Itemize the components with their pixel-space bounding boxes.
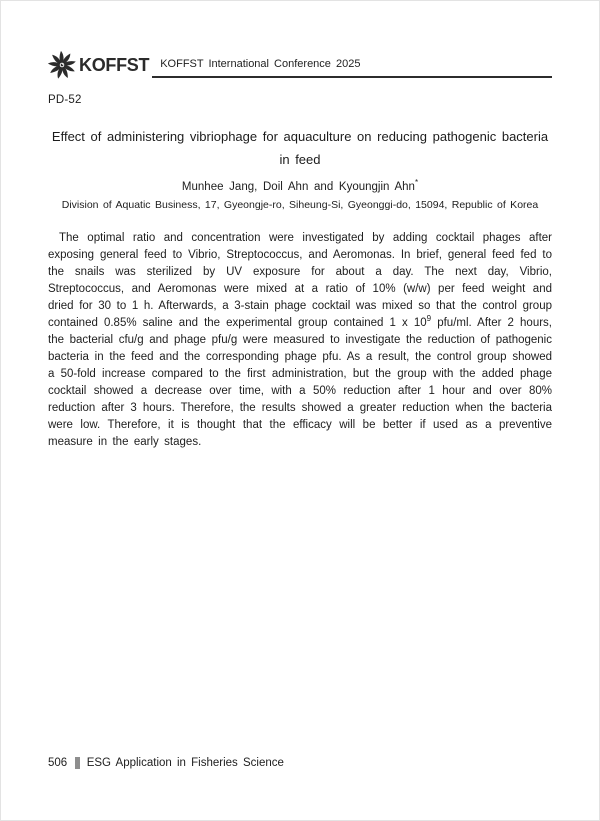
page-header: [47, 50, 552, 80]
paper-id: PD-52: [48, 94, 82, 106]
footer-divider-bar-icon: [75, 757, 80, 769]
koffst-logo: [47, 50, 149, 80]
abstract-part-2: pfu/ml. After 2 hours, the bacterial cfu/g and phage pfu/g were measured to investigate the reduction of pathogenic bacteria in the feed and the corresponding phage pfu. As a result, the control group showed a 50-fold increase compared to the first administration, but the group with the added phage cocktail showed a decrease over time, with a 50% reduction after 1 hour and over 80% reduction after 3 hours. Therefore, the results showed a greater reduction when the bacteria were low. Therefore, it is thought that the efficacy will be better if used as a preventive measure in the early stages.: [48, 317, 553, 448]
header-rule: [152, 50, 552, 78]
corresponding-author-mark: *: [414, 178, 419, 188]
page-number: 506: [48, 757, 68, 769]
affiliation: Division of Aquatic Business, 17, Gyeongje-ro, Siheung-Si, Gyeonggi-do, 15094, Republic of Korea: [61, 199, 539, 211]
authors-line: [48, 178, 552, 193]
conference-title: KOFFST International Conference 2025: [160, 58, 361, 70]
abstract-text: [48, 230, 552, 451]
paper-title: Effect of administering vibriophage for aquaculture on reducing pathogenic bacteria in feed: [51, 129, 549, 167]
page-footer: [48, 757, 284, 769]
author-names: Munhee Jang, Doil Ahn and Kyoungjin Ahn: [181, 181, 415, 193]
koffst-pinwheel-logo-icon: [47, 50, 77, 80]
footer-section-title: ESG Application in Fisheries Science: [86, 757, 284, 769]
abstract-part-1: The optimal ratio and concentration were investigated by adding cocktail phages after exposing general feed to Vibrio, Streptococcus, and Aeromonas. In brief, general feed fed to the snails was sterilized by UV exposure for about a day. The next day, Vibrio, Streptococcus, and Aeromonas were mixed at a ratio of 10% (w/w) per feed weight and dried for 30 to 1 h. Afterwards, a 3-stain phage cocktail was mixed so that the control group contained 0.85% saline and the experimental group contained 1 x 10: [48, 232, 552, 329]
abstract-exponent: 9: [426, 314, 432, 324]
koffst-logo-text: KOFFST: [79, 55, 150, 75]
